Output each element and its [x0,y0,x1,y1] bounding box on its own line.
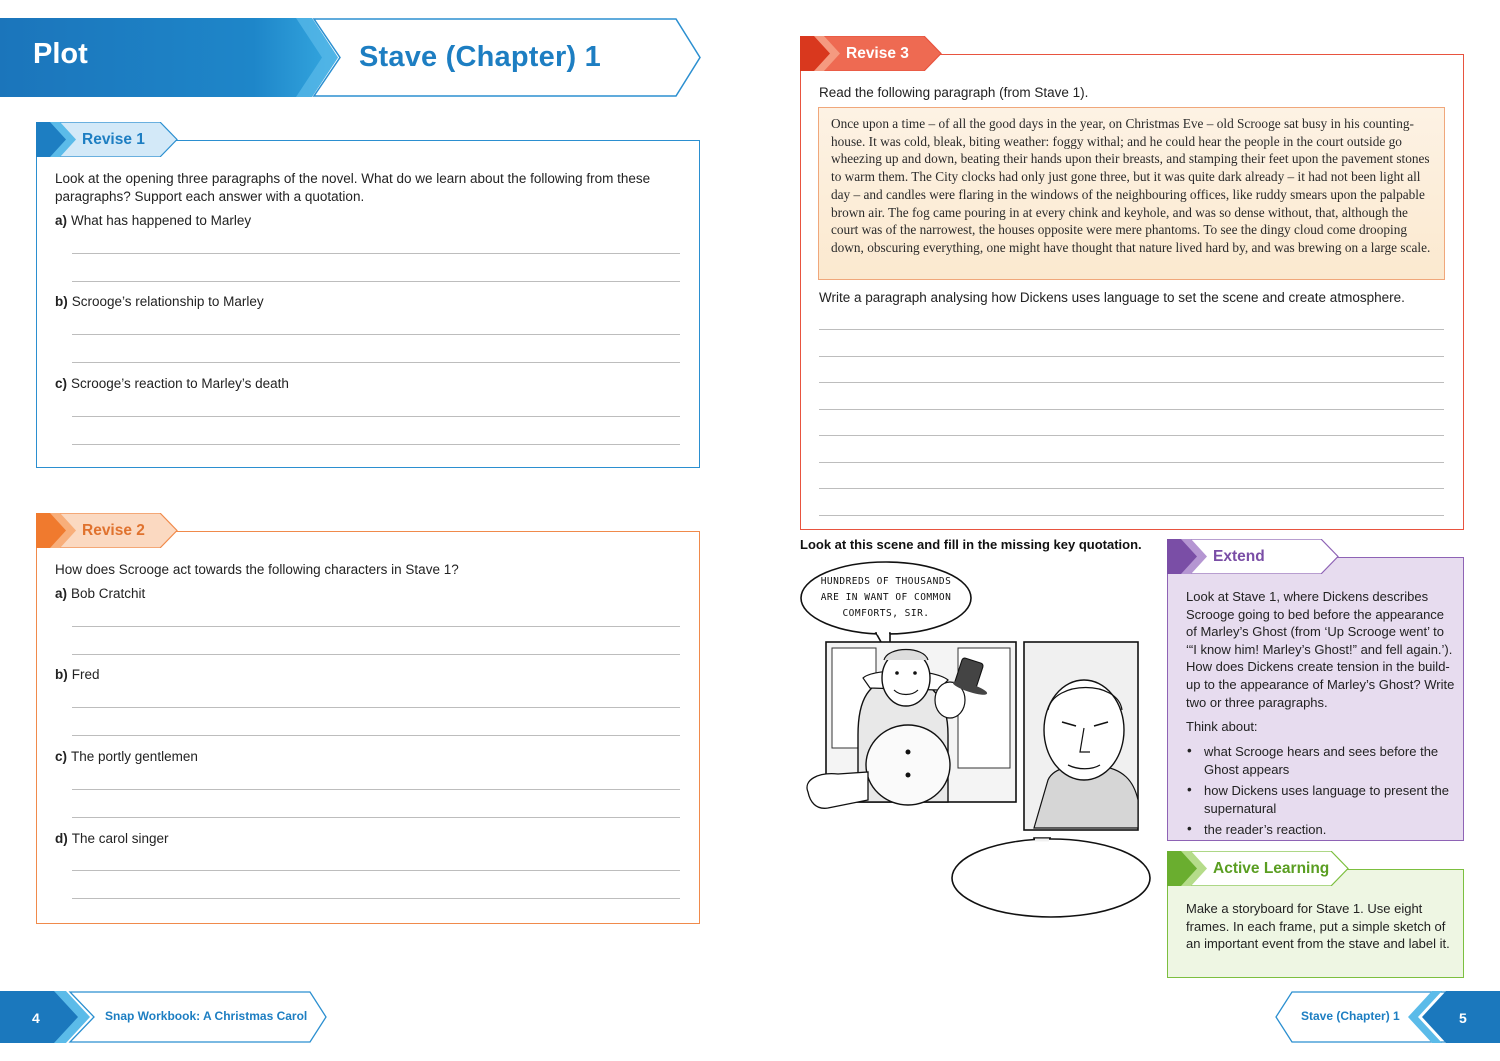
footer-left-page-number: 4 [32,1010,40,1026]
answer-line[interactable] [72,817,680,818]
revise-2-tab-label: Revise 2 [82,522,145,539]
bullet-dot: • [1187,782,1192,797]
chapter-title: Stave (Chapter) 1 [359,41,601,73]
answer-line[interactable] [819,356,1444,357]
answer-line[interactable] [819,515,1444,516]
revise-1-question-b: b) Scrooge’s relationship to Marley [55,294,264,309]
bullet-dot: • [1187,743,1192,758]
footer-right-title: Stave (Chapter) 1 [1301,1009,1400,1023]
extend-tab-label: Extend [1213,548,1265,565]
answer-line[interactable] [72,735,680,736]
revise-2-question-b: b) Fred [55,667,100,682]
answer-line[interactable] [819,329,1444,330]
answer-line[interactable] [819,488,1444,489]
active-learning-tab-label: Active Learning [1213,860,1330,877]
extend-bullet: the reader’s reaction. [1204,822,1327,837]
revise-2-intro: How does Scrooge act towards the following characters in Stave 1? [55,562,459,577]
extend-think-label: Think about: [1186,719,1258,734]
answer-line[interactable] [72,707,680,708]
answer-line[interactable] [72,253,680,254]
revise-2-question-d: d) The carol singer [55,831,169,846]
speech-bubble-text: HUNDREDS OF THOUSANDS ARE IN WANT OF COMMON COMFORTS, SIR. [820,576,952,619]
answer-line[interactable] [72,654,680,655]
revise-1-tab-label: Revise 1 [82,131,145,148]
revise-2-question-a: a) Bob Cratchit [55,586,146,601]
bullet-dot: • [1187,821,1192,836]
answer-line[interactable] [72,789,680,790]
answer-line[interactable] [72,281,680,282]
answer-line[interactable] [72,334,680,335]
revise-3-task: Write a paragraph analysing how Dickens uses language to set the scene and create atmosphere. [819,290,1405,305]
comic-instruction: Look at this scene and fill in the missing key quotation. [800,537,1142,552]
extend-body: Look at Stave 1, where Dickens describes Scrooge going to bed before the appearance of Marley’s Ghost (from ‘Up Scrooge went’ to ‘“I know him! Marley’s Ghost!” and fell again.’). How does Dickens create tension in the build-up to the appearance of Marley’s Ghost? Write two or three paragraphs. [1186,589,1455,710]
revise-1-intro: Look at the opening three paragraphs of the novel. What do we learn about the following from these paragraphs? Support each answer with a quotation. [55,171,651,204]
extend-bullet: how Dickens uses language to present the supernatural [1204,783,1449,816]
revise-2-question-c: c) The portly gentlemen [55,749,198,764]
answer-line[interactable] [819,435,1444,436]
answer-line[interactable] [72,626,680,627]
answer-line[interactable] [819,462,1444,463]
answer-line[interactable] [819,382,1444,383]
revise-3-intro: Read the following paragraph (from Stave 1). [819,85,1089,100]
answer-line[interactable] [72,898,680,899]
excerpt-box [818,107,1445,280]
excerpt-text: Once upon a time – of all the good days in the year, on Christmas Eve – old Scrooge sat busy in his counting-house. It was cold, bleak, biting weather: foggy withal; and he could hear the people in the court outside go wheezing up and down, beating their hands upon their breasts, and stamping their feet upon the pavement stones to warm them. The City clocks had only just gone three, but it was quite dark already – it had not been light all day – and candles were flaring in the windows of the neighbouring offices, like ruddy smears upon the palpable brown air. The fog came pouring in at every chink and keyhole, and was so dense without, that, although the court was of the narrowest, the houses opposite were mere phantoms. To see the dingy cloud come drooping down, obscuring everything, one might have thought that nature lived hard by, and was brewing on a large scale. [831,116,1431,255]
revise-1-question-a: a) What has happened to Marley [55,213,252,228]
answer-line[interactable] [72,870,680,871]
revise-1-question-c: c) Scrooge’s reaction to Marley’s death [55,376,289,391]
answer-line[interactable] [819,409,1444,410]
active-learning-body: Make a storyboard for Stave 1. Use eight frames. In each frame, put a simple sketch of an important event from the stave and label it. [1186,901,1450,952]
revise-3-tab-label: Revise 3 [846,45,909,62]
footer-right-page-number: 5 [1459,1010,1467,1026]
extend-bullet: what Scrooge hears and sees before the Ghost appears [1204,744,1439,777]
answer-line[interactable] [72,416,680,417]
footer-left-title: Snap Workbook: A Christmas Carol [105,1009,308,1023]
page-section-title: Plot [33,38,88,70]
answer-line[interactable] [72,444,680,445]
answer-line[interactable] [72,362,680,363]
empty-speech-bubble[interactable] [960,845,1140,905]
